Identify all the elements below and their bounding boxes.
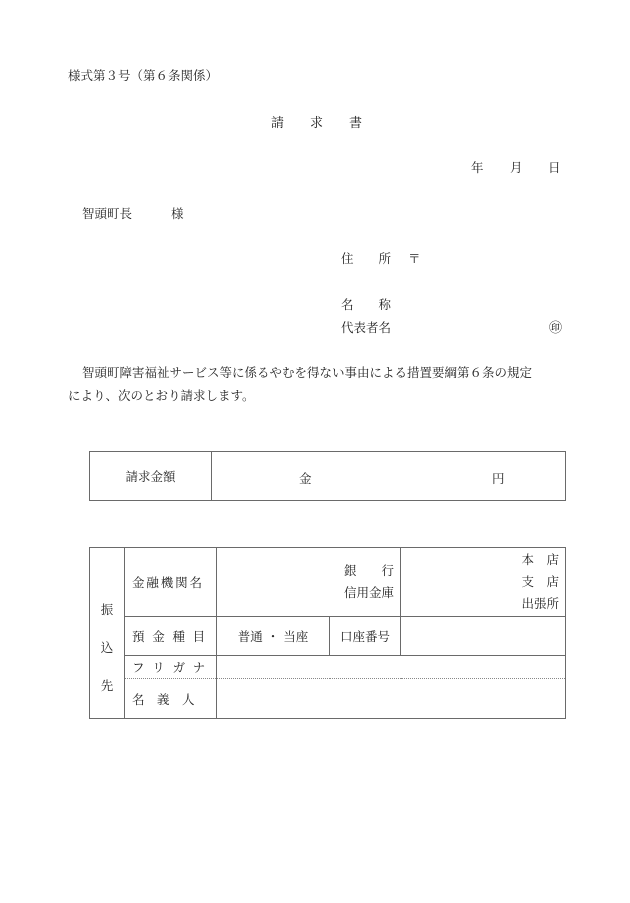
financial-institution-cell[interactable] <box>217 548 401 617</box>
seal-icon: ㊞ <box>549 321 563 336</box>
date-month-label: 月 <box>510 160 523 175</box>
address-label: 住 所 <box>341 251 392 266</box>
section-char-2: 込 <box>100 640 114 655</box>
furigana-label <box>125 656 217 679</box>
furigana-label-text: フ リ ガ ナ <box>132 660 208 675</box>
addressee-name: 智頭町長 <box>82 206 133 221</box>
branch-type-branch: 支 店 <box>521 574 559 589</box>
account-holder-label <box>125 679 217 719</box>
body-text-line-2: により、次のとおり請求します。 <box>68 388 255 403</box>
amount-label-text: 請求金額 <box>125 469 176 484</box>
date-year-label: 年 <box>471 160 484 175</box>
transfer-table <box>89 547 566 719</box>
furigana-field[interactable] <box>217 656 566 679</box>
branch-type-office: 出張所 <box>521 596 559 611</box>
account-number-field[interactable] <box>401 617 566 656</box>
account-holder-label-text: 名 義 人 <box>132 691 195 707</box>
form-number: 様式第３号（第６条関係） <box>68 68 219 83</box>
page-title: 請 求 書 <box>271 116 363 131</box>
account-number-label <box>330 617 401 656</box>
credit-union-label: 信用金庫 <box>343 585 394 600</box>
deposit-type-options[interactable] <box>217 617 330 656</box>
section-char-3: 先 <box>100 678 114 693</box>
amount-prefix: 金 <box>299 471 312 486</box>
postal-mark: 〒 <box>408 251 421 266</box>
representative-label: 代表者名 <box>341 320 392 335</box>
section-char-1: 振 <box>100 602 114 617</box>
bank-label: 銀 行 <box>343 563 394 578</box>
account-holder-field[interactable] <box>217 679 566 719</box>
account-number-label-text: 口座番号 <box>339 629 390 644</box>
addressee-honorific: 様 <box>171 206 184 221</box>
date-day-label: 日 <box>548 160 561 175</box>
deposit-type-label <box>125 617 217 656</box>
deposit-type-options-text: 普通 ・ 当座 <box>237 629 309 644</box>
transfer-section-label <box>90 548 125 719</box>
amount-table <box>89 451 566 501</box>
financial-institution-label-text: 金融機関名 <box>132 575 204 590</box>
deposit-type-label-text: 預 金 種 目 <box>132 629 208 644</box>
amount-value-cell[interactable] <box>212 452 566 501</box>
financial-institution-label <box>125 548 217 617</box>
amount-label <box>90 452 212 501</box>
branch-type-main: 本 店 <box>521 552 559 567</box>
name-label: 名 称 <box>341 297 392 312</box>
amount-unit: 円 <box>492 471 505 486</box>
body-text-line-1: 智頭町障害福祉サービス等に係るやむを得ない事由による措置要綱第６条の規定 <box>82 365 533 380</box>
branch-cell[interactable] <box>401 548 566 617</box>
